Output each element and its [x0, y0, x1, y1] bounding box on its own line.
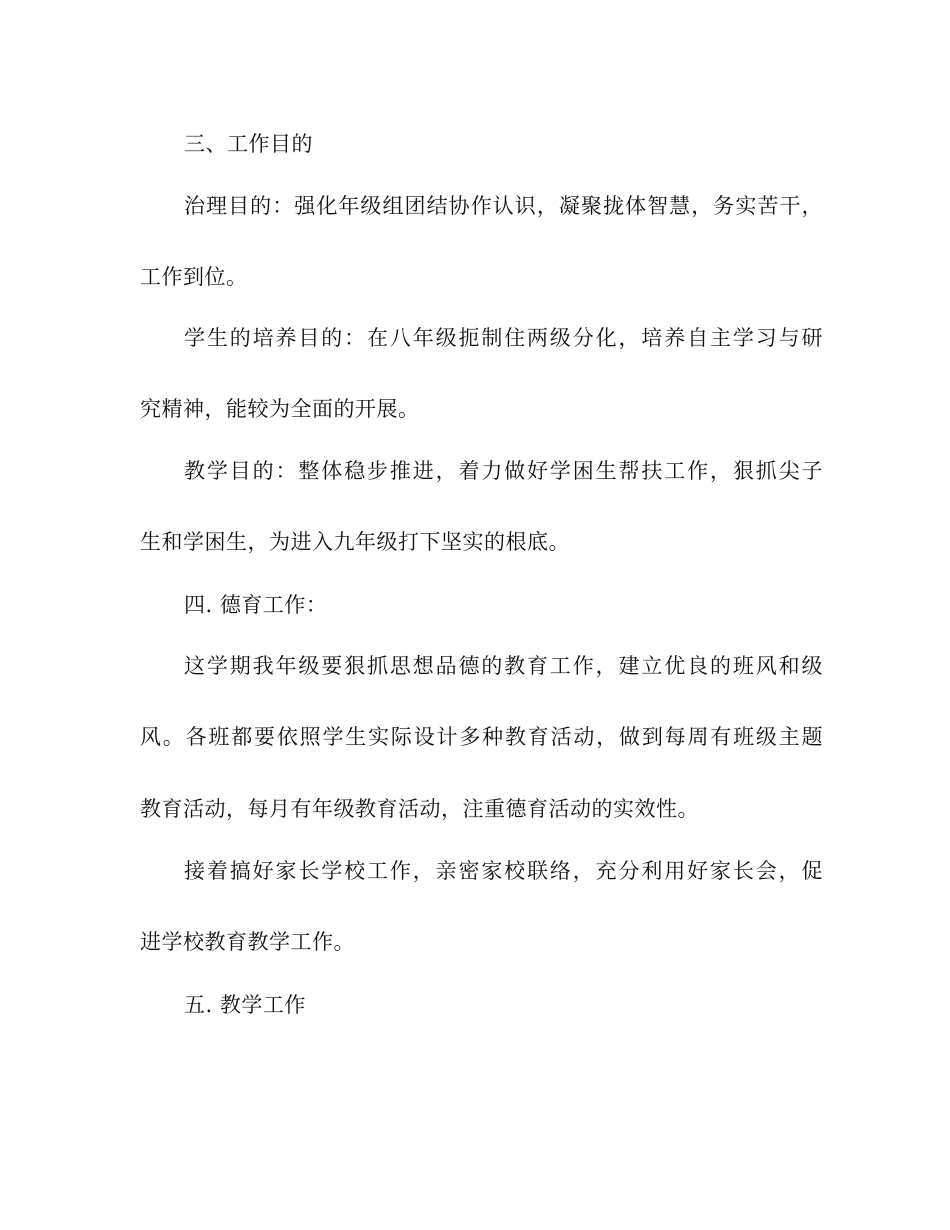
- paragraph-line: 接着搞好家长学校工作，亲密家校联络，充分利用好家长会，促: [184, 859, 823, 883]
- heading-teaching-work: 五. 教学工作: [184, 993, 306, 1017]
- paragraph-line: 教育活动，每月有年级教育活动，注重德育活动的实效性。: [140, 797, 699, 821]
- heading-work-goals: 三、工作目的: [184, 132, 313, 156]
- paragraph-line: 这学期我年级要狠抓思想品德的教育工作，建立优良的班风和级: [184, 654, 823, 678]
- paragraph-line: 生和学困生，为进入九年级打下坚实的根底。: [140, 530, 570, 554]
- paragraph-line: 治理目的：强化年级组团结协作认识，凝聚拢体智慧，务实苦干，: [184, 194, 823, 218]
- paragraph-line: 教学目的：整体稳步推进，着力做好学困生帮扶工作，狠抓尖子: [184, 459, 823, 483]
- heading-moral-education: 四. 德育工作：: [184, 593, 328, 617]
- paragraph-line: 风。各班都要依照学生实际设计多种教育活动，做到每周有班级主题: [140, 725, 823, 749]
- paragraph-line: 究精神，能较为全面的开展。: [140, 397, 420, 421]
- paragraph-line: 学生的培养目的：在八年级扼制住两级分化，培养自主学习与研: [184, 326, 823, 350]
- paragraph-line: 工作到位。: [140, 265, 248, 289]
- paragraph-line: 进学校教育教学工作。: [140, 930, 355, 954]
